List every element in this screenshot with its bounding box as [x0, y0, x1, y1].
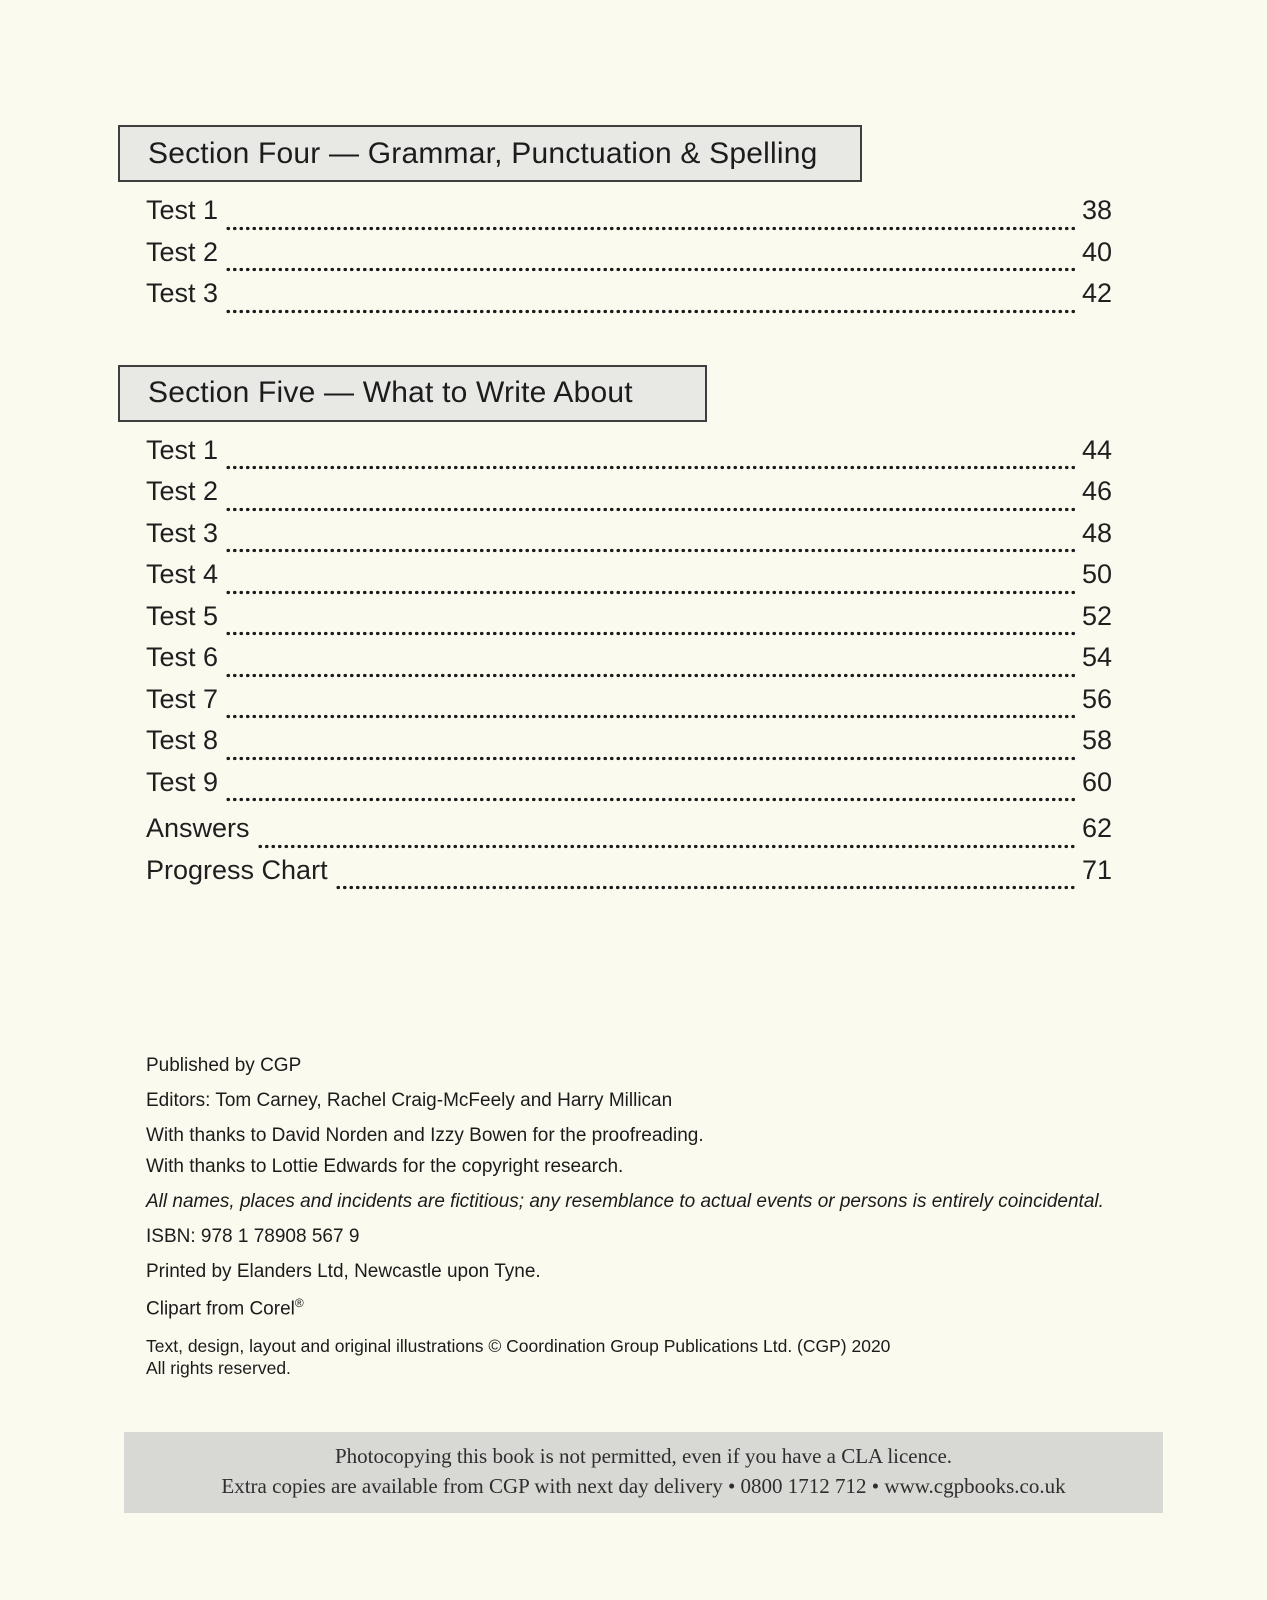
- editors-line: Editors: Tom Carney, Rachel Craig-McFeely and Harry Millican: [146, 1090, 673, 1111]
- dotted-leader: [225, 465, 1076, 470]
- dotted-leader: [225, 267, 1076, 272]
- toc-row: [146, 195, 1112, 237]
- colophon: [146, 1054, 1126, 1379]
- printed-by-line: Printed by Elanders Ltd, Newcastle upon Tyne.: [146, 1261, 541, 1282]
- section-five-heading-box: [118, 365, 707, 422]
- toc-entry-label: Answers: [146, 813, 250, 843]
- toc-page-number: 50: [1081, 559, 1112, 589]
- toc-entry-label: Test 2: [146, 476, 219, 506]
- section-four-title: Section Four — Grammar, Punctuation & Spelling: [148, 136, 818, 170]
- toc-row: [146, 813, 1112, 855]
- rights-reserved-line: All rights reserved.: [146, 1358, 291, 1379]
- toc-row: [146, 642, 1112, 684]
- toc-row: [146, 559, 1112, 601]
- section-five-extra-toc-list: [146, 813, 1112, 896]
- published-by-line: Published by CGP: [146, 1055, 302, 1076]
- dotted-leader: [225, 797, 1076, 802]
- section-five-title: Section Five — What to Write About: [148, 376, 633, 409]
- toc-row: [146, 237, 1112, 279]
- toc-entry-label: Test 9: [146, 766, 219, 797]
- registered-mark: ®: [294, 1296, 304, 1310]
- toc-entry-label: Test 3: [146, 278, 219, 308]
- toc-entry-label: Test 4: [146, 559, 219, 589]
- toc-page-number: 44: [1081, 434, 1112, 465]
- toc-row: [146, 684, 1112, 726]
- toc-row: [146, 767, 1112, 809]
- toc-entry-label: Progress Chart: [146, 854, 328, 885]
- dotted-leader: [225, 714, 1076, 719]
- toc-page-number: 60: [1081, 766, 1112, 797]
- toc-page-number: 52: [1081, 600, 1112, 631]
- clipart-line: [146, 1291, 1126, 1321]
- toc-page-number: 56: [1081, 683, 1112, 714]
- toc-row: [146, 855, 1112, 897]
- toc-page-number: 71: [1081, 854, 1112, 885]
- thanks-proofreading-line: With thanks to David Norden and Izzy Bowen for the proofreading.: [146, 1125, 704, 1146]
- toc-entry-label: Test 2: [146, 236, 219, 267]
- toc-entry-label: Test 5: [146, 600, 219, 631]
- copyright-line: Text, design, layout and original illustrations © Coordination Group Publications Ltd. (CGP) 2020: [146, 1336, 891, 1357]
- dotted-leader: [225, 226, 1076, 231]
- section-four-heading-box: [118, 125, 862, 182]
- dotted-leader: [225, 756, 1076, 761]
- dotted-leader: [225, 673, 1076, 678]
- toc-entry-label: Test 3: [146, 517, 219, 548]
- toc-row: [146, 278, 1112, 320]
- dotted-leader: [225, 590, 1076, 595]
- section-four-toc-list: [146, 195, 1112, 320]
- toc-page-number: 62: [1081, 813, 1112, 843]
- disclaimer-line: All names, places and incidents are fictitious; any resemblance to actual events or persons is entirely coincidental.: [146, 1191, 1104, 1212]
- photocopying-notice-banner: [124, 1432, 1163, 1513]
- toc-page-number: 42: [1081, 278, 1112, 308]
- dotted-leader: [225, 507, 1076, 512]
- clipart-text: Clipart from Corel: [146, 1298, 295, 1320]
- toc-entry-label: Test 1: [146, 434, 219, 465]
- dotted-leader: [225, 631, 1076, 636]
- dotted-leader: [225, 309, 1076, 314]
- isbn-line: ISBN: 978 1 78908 567 9: [146, 1226, 360, 1247]
- toc-entry-label: Test 1: [146, 195, 219, 225]
- thanks-copyright-line: With thanks to Lottie Edwards for the copyright research.: [146, 1156, 624, 1177]
- toc-page-number: 54: [1081, 642, 1112, 672]
- toc-entry-label: Test 6: [146, 642, 219, 672]
- dotted-leader: [225, 548, 1076, 553]
- toc-page-number: 48: [1081, 517, 1112, 548]
- toc-entry-label: Test 7: [146, 683, 219, 714]
- toc-row: [146, 725, 1112, 767]
- toc-page-number: 40: [1081, 236, 1112, 267]
- section-five-toc-list: [146, 435, 1112, 809]
- toc-row: [146, 518, 1112, 560]
- dotted-leader: [335, 885, 1076, 890]
- photocopying-notice-line2: Extra copies are available from CGP with next day delivery • 0800 1712 712 • www.cgpbooks.co.uk: [221, 1474, 1066, 1499]
- dotted-leader: [257, 844, 1076, 849]
- toc-row: [146, 435, 1112, 477]
- toc-page-number: 38: [1081, 195, 1112, 225]
- toc-entry-label: Test 8: [146, 725, 219, 755]
- photocopying-notice-line1: Photocopying this book is not permitted, even if you have a CLA licence.: [334, 1444, 953, 1469]
- toc-row: [146, 476, 1112, 518]
- toc-row: [146, 601, 1112, 643]
- toc-page-number: 58: [1081, 725, 1112, 755]
- toc-page-number: 46: [1081, 476, 1112, 506]
